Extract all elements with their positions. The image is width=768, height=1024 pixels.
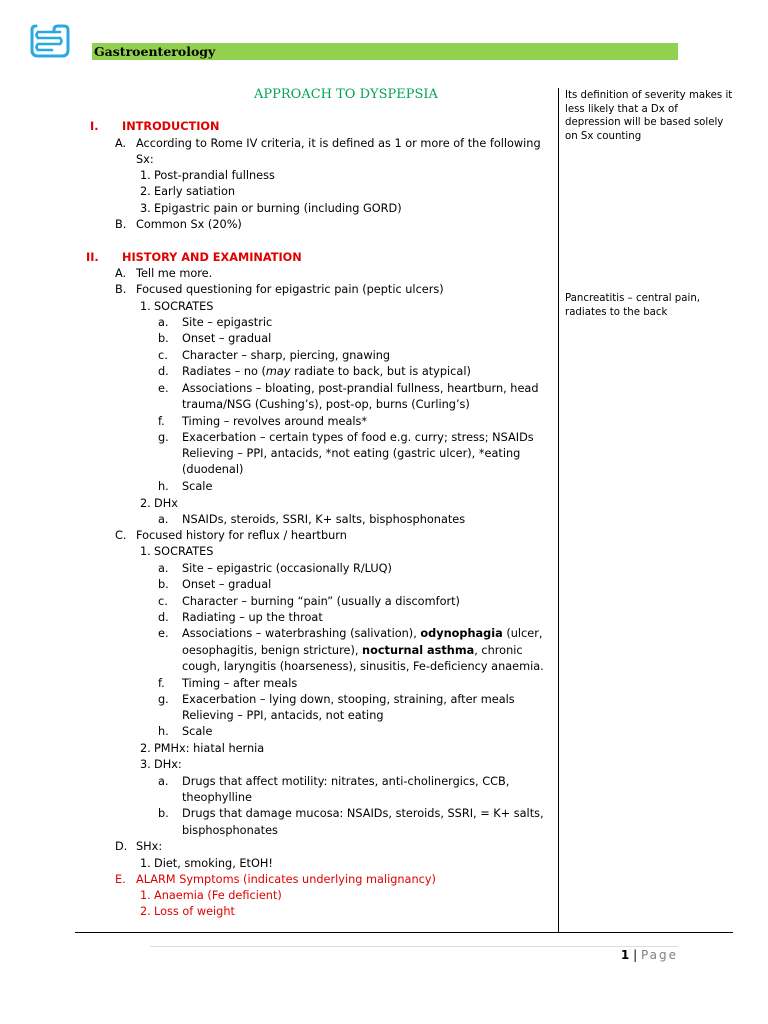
list-marker: d.	[158, 365, 169, 378]
list-marker: C.	[115, 529, 127, 542]
list-item-text: (duodenal)	[182, 463, 244, 476]
list-item-text: SOCRATES	[154, 300, 214, 313]
list-marker: f.	[158, 415, 165, 428]
list-item-text: Sx:	[136, 153, 154, 166]
list-item-text: DHx:	[154, 758, 182, 771]
list-item-text: Character – burning “pain” (usually a discomfort)	[182, 595, 460, 608]
list-item-text: SHx:	[136, 840, 163, 853]
list-marker: 1.	[140, 545, 151, 558]
list-item-text: Site – epigastric	[182, 316, 273, 329]
list-marker: 1.	[140, 857, 151, 870]
section-title: Gastroenterology	[94, 44, 216, 59]
list-item-text: According to Rome IV criteria, it is defined as 1 or more of the following	[136, 137, 541, 150]
list-marker: a.	[158, 775, 169, 788]
list-item-text: bisphosphonates	[182, 824, 278, 837]
list-item-text: Associations – waterbrashing (salivation), odynophagia (ulcer,	[182, 627, 543, 640]
list-marker: g.	[158, 693, 169, 706]
list-marker: D.	[115, 840, 128, 853]
list-marker: b.	[158, 332, 169, 345]
list-marker: A.	[115, 137, 127, 150]
list-item-text: Focused history for reflux / heartburn	[136, 529, 347, 542]
section-heading: INTRODUCTION	[122, 120, 220, 133]
list-marker: 2.	[140, 742, 151, 755]
list-item-text: Common Sx (20%)	[136, 218, 242, 231]
list-marker: c.	[158, 595, 168, 608]
list-marker: a.	[158, 562, 169, 575]
list-marker: b.	[158, 578, 169, 591]
list-marker: e.	[158, 382, 169, 395]
list-marker: a.	[158, 513, 169, 526]
bold-term: nocturnal asthma	[362, 644, 475, 657]
footer-rule	[75, 932, 733, 933]
list-item-text: Early satiation	[154, 185, 236, 198]
list-item-text: oesophagitis, benign stricture), nocturnal asthma, chronic	[182, 644, 523, 657]
list-item-text: PMHx: hiatal hernia	[154, 742, 265, 755]
list-item-text: Diet, smoking, EtOH!	[154, 857, 273, 870]
list-item-text: Radiates – no (may radiate to back, but is atypical)	[182, 365, 471, 378]
list-item-text: Relieving – PPI, antacids, not eating	[182, 709, 384, 722]
list-item-text: Exacerbation – lying down, stooping, straining, after meals	[182, 693, 515, 706]
list-marker: h.	[158, 725, 169, 738]
list-marker: c.	[158, 349, 168, 362]
list-item-text: Timing – revolves around meals*	[182, 415, 368, 428]
list-marker: 2.	[140, 905, 151, 918]
list-item-text: Timing – after meals	[182, 677, 298, 690]
list-item-text: ALARM Symptoms (indicates underlying malignancy)	[136, 873, 436, 886]
list-item-text: DHx	[154, 497, 178, 510]
list-item-text: Epigastric pain or burning (including GORD)	[154, 202, 402, 215]
list-item-text: Anaemia (Fe deficient)	[154, 889, 282, 902]
list-marker: 2.	[140, 497, 151, 510]
list-marker: B.	[115, 283, 127, 296]
list-marker: 2.	[140, 185, 151, 198]
list-item-text: Site – epigastric (occasionally R/LUQ)	[182, 562, 392, 575]
list-item-text: NSAIDs, steroids, SSRI, K+ salts, bisphosphonates	[182, 513, 466, 526]
list-marker: 1.	[140, 889, 151, 902]
footer-light-rule	[150, 946, 678, 947]
side-note-1: Its definition of severity makes it less likely that a Dx of depression will be based solely on Sx counting	[565, 90, 733, 142]
list-marker: b.	[158, 807, 169, 820]
bold-term: odynophagia	[420, 627, 503, 640]
list-item-text: Exacerbation – certain types of food e.g. curry; stress; NSAIDs	[182, 431, 534, 444]
page-separator: |	[633, 948, 638, 962]
list-item-text: Relieving – PPI, antacids, *not eating (gastric ulcer), *eating	[182, 447, 521, 460]
list-marker: e.	[158, 627, 169, 640]
list-marker: a.	[158, 316, 169, 329]
list-item-text: Scale	[182, 725, 213, 738]
intestine-logo-icon	[28, 20, 72, 60]
list-marker: 1.	[140, 300, 151, 313]
list-item-text: Drugs that damage mucosa: NSAIDs, steroids, SSRI, = K+ salts,	[182, 807, 544, 820]
page-label: Page	[640, 948, 678, 962]
document-title: APPROACH TO DYSPEPSIA	[254, 87, 438, 102]
list-marker: 3.	[140, 202, 151, 215]
list-item-text: Scale	[182, 480, 213, 493]
list-item-text: Onset – gradual	[182, 332, 272, 345]
list-item-text: Character – sharp, piercing, gnawing	[182, 349, 391, 362]
list-item-text: Drugs that affect motility: nitrates, anti-cholinergics, CCB,	[182, 775, 510, 788]
list-item-text: cough, laryngitis (hoarseness), sinusitis, Fe-deficiency anaemia.	[182, 660, 544, 673]
margin-divider	[558, 88, 559, 933]
list-marker: h.	[158, 480, 169, 493]
list-marker: 3.	[140, 758, 151, 771]
list-item-text: SOCRATES	[154, 545, 214, 558]
page-number	[621, 948, 678, 962]
list-item-text: Loss of weight	[154, 905, 235, 918]
list-item-text: Radiating – up the throat	[182, 611, 323, 624]
list-marker: 1.	[140, 169, 151, 182]
list-marker: g.	[158, 431, 169, 444]
list-item-text: Onset – gradual	[182, 578, 272, 591]
list-marker: f.	[158, 677, 165, 690]
section-heading: HISTORY AND EXAMINATION	[122, 251, 302, 264]
list-item-text: trauma/NSG (Cushing’s), post-op, burns (Curling’s)	[182, 398, 470, 411]
list-marker: E.	[115, 873, 126, 886]
side-note-2: Pancreatitis – central pain, radiates to the back	[565, 293, 701, 318]
list-marker: d.	[158, 611, 169, 624]
section-header-band	[92, 43, 678, 60]
emphasis-text: may	[265, 365, 291, 378]
list-item-text: Associations – bloating, post-prandial fullness, heartburn, head	[182, 382, 539, 395]
list-item-text: Focused questioning for epigastric pain (peptic ulcers)	[136, 283, 444, 296]
page-number-value: 1	[620, 948, 630, 962]
list-marker: B.	[115, 218, 127, 231]
list-marker: I.	[90, 120, 99, 133]
list-item-text: Post-prandial fullness	[154, 169, 275, 182]
list-marker: II.	[86, 251, 99, 264]
list-marker: A.	[115, 267, 127, 280]
list-item-text: theophylline	[182, 791, 252, 804]
list-item-text: Tell me more.	[136, 267, 213, 280]
